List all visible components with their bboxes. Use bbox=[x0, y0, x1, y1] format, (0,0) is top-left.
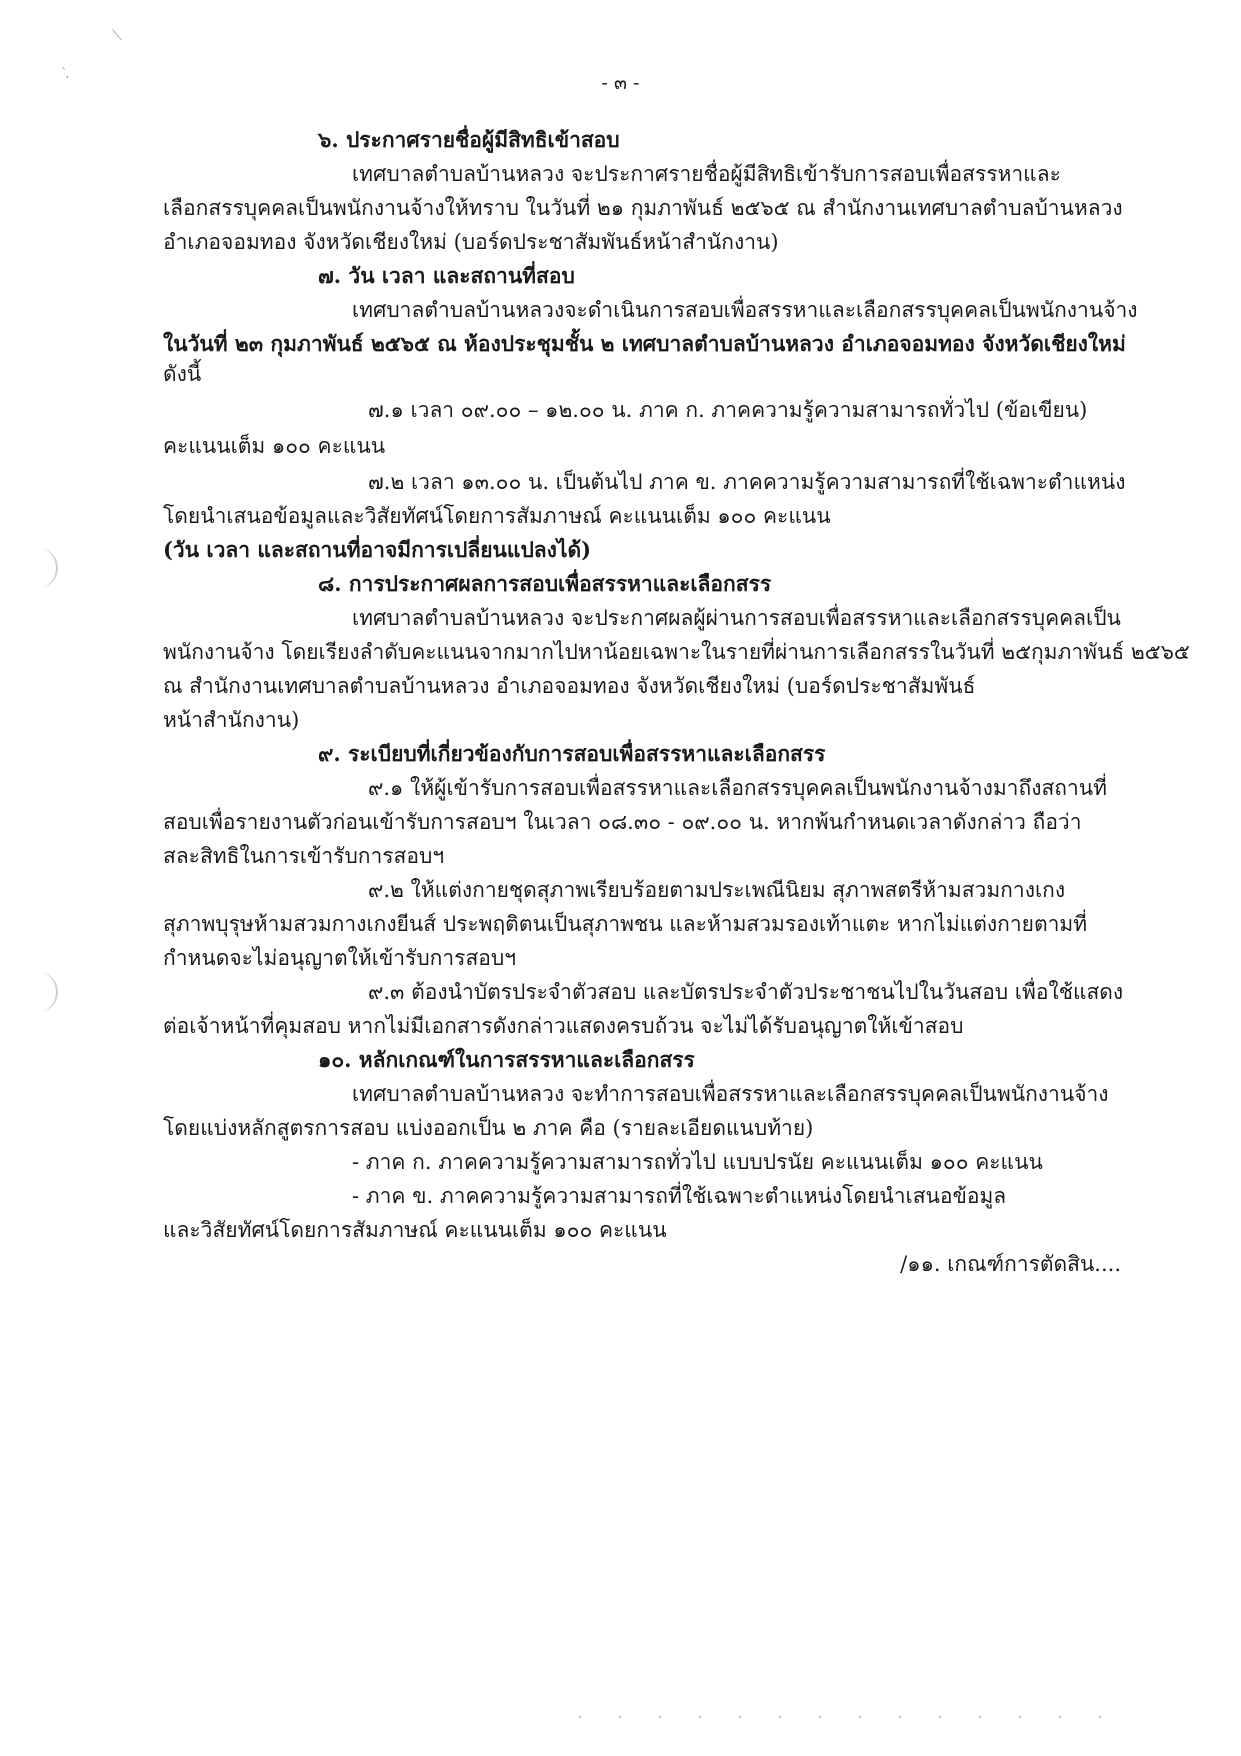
section-6-text: เทศบาลตำบลบ้านหลวง จะประกาศรายชื่อผู้มีสิทธิเข้ารับการสอบเพื่อสรรหาและ bbox=[352, 162, 1061, 186]
section-9-3-text: ๙.๓ ต้องนำบัตรประจำตัวสอบ และบัตรประจำตัวประชาชนไปในวันสอบ เพื่อใช้แสดง bbox=[368, 980, 1124, 1004]
section-10-part-a: - ภาค ก. ภาคความรู้ความสามารถทั่วไป แบบปรนัย คะแนนเต็ม ๑๐๐ คะแนน bbox=[352, 1150, 1043, 1174]
section-6-text: อำเภอจอมทอง จังหวัดเชียงใหม่ (บอร์ดประชาสัมพันธ์หน้าสำนักงาน) bbox=[163, 230, 779, 254]
section-7-2-text: โดยนำเสนอข้อมูลและวิสัยทัศน์โดยการสัมภาษณ์ คะแนนเต็ม ๑๐๐ คะแนน bbox=[163, 504, 831, 528]
scan-artifact: ⟍ bbox=[112, 28, 122, 44]
section-9-2-text: กำหนดจะไม่อนุญาตให้เข้ารับการสอบฯ bbox=[163, 946, 516, 970]
section-10-heading: ๑๐. หลักเกณฑ์ในการสรรหาและเลือกสรร bbox=[318, 1047, 695, 1072]
section-6-text: เลือกสรรบุคคลเป็นพนักงานจ้างให้ทราบ ในวันที่ ๒๑ กุมภาพันธ์ ๒๕๖๕ ณ สำนักงานเทศบาลตำบลบ้านหลวง bbox=[163, 196, 1123, 220]
page-number: - ๓ - bbox=[601, 72, 640, 94]
scan-artifact: ‵. bbox=[62, 66, 70, 82]
section-10-text: โดยแบ่งหลักสูตรการสอบ แบ่งออกเป็น ๒ ภาค คือ (รายละเอียดแนบท้าย) bbox=[163, 1116, 814, 1140]
section-7-text: เทศบาลตำบลบ้านหลวงจะดำเนินการสอบเพื่อสรรหาและเลือกสรรบุคคลเป็นพนักงานจ้าง bbox=[352, 298, 1138, 322]
section-7-heading: ๗. วัน เวลา และสถานที่สอบ bbox=[318, 263, 575, 288]
section-8-text: หน้าสำนักงาน) bbox=[163, 708, 300, 732]
section-10-text: เทศบาลตำบลบ้านหลวง จะทำการสอบเพื่อสรรหาและเลือกสรรบุคคลเป็นพนักงานจ้าง bbox=[352, 1082, 1109, 1106]
section-7-text: ดังนี้ bbox=[163, 362, 202, 386]
section-9-2-text: สุภาพบุรุษห้ามสวมกางเกงยีนส์ ประพฤติตนเป็นสุภาพชน และห้ามสวมรองเท้าแตะ หากไม่แต่งกายตามที่ bbox=[163, 912, 1088, 936]
schedule-change-note: (วัน เวลา และสถานที่อาจมีการเปลี่ยนแปลงได้) bbox=[163, 537, 592, 562]
section-7-2-text: ๗.๒ เวลา ๑๓.๐๐ น. เป็นต้นไป ภาค ข. ภาคความรู้ความสามารถที่ใช้เฉพาะตำแหน่ง bbox=[368, 470, 1126, 494]
scan-dot-artifact bbox=[560, 1716, 1120, 1718]
section-10-part-b: และวิสัยทัศน์โดยการสัมภาษณ์ คะแนนเต็ม ๑๐๐ คะแนน bbox=[163, 1218, 667, 1242]
section-8-text: ณ สำนักงานเทศบาลตำบลบ้านหลวง อำเภอจอมทอง จังหวัดเชียงใหม่ (บอร์ดประชาสัมพันธ์ bbox=[163, 674, 976, 698]
section-10-part-b: - ภาค ข. ภาคความรู้ความสามารถที่ใช้เฉพาะตำแหน่งโดยนำเสนอข้อมูล bbox=[352, 1184, 1007, 1208]
section-9-1-text: สละสิทธิในการเข้ารับการสอบฯ bbox=[163, 844, 445, 868]
section-6-heading: ๖. ประกาศรายชื่อผู้มีสิทธิเข้าสอบ bbox=[318, 127, 620, 152]
section-9-2-text: ๙.๒ ให้แต่งกายชุดสุภาพเรียบร้อยตามประเพณีนิยม สุภาพสตรีห้ามสวมกางเกง bbox=[368, 878, 1066, 902]
section-9-1-text: ๙.๑ ให้ผู้เข้ารับการสอบเพื่อสรรหาและเลือกสรรบุคคลเป็นพนักงานจ้างมาถึงสถานที่ bbox=[368, 776, 1107, 800]
continuation-note: /๑๑. เกณฑ์การตัดสิน.... bbox=[900, 1252, 1121, 1276]
section-7-text: ในวันที่ ๒๓ กุมภาพันธ์ ๒๕๖๕ ณ ห้องประชุมชั้น ๒ เทศบาลตำบลบ้านหลวง อำเภอจอมทอง จังหวัดเชียงใหม่ bbox=[163, 331, 1126, 356]
punch-hole-mark bbox=[34, 972, 58, 1012]
section-7-1-text: ๗.๑ เวลา ๐๙.๐๐ – ๑๒.๐๐ น. ภาค ก. ภาคความรู้ความสามารถทั่วไป (ข้อเขียน) bbox=[368, 398, 1088, 422]
section-9-3-text: ต่อเจ้าหน้าที่คุมสอบ หากไม่มีเอกสารดังกล่าวแสดงครบถ้วน จะไม่ได้รับอนุญาตให้เข้าสอบ bbox=[163, 1014, 964, 1038]
section-7-1-text: คะแนนเต็ม ๑๐๐ คะแนน bbox=[163, 434, 386, 458]
section-9-1-text: สอบเพื่อรายงานตัวก่อนเข้ารับการสอบฯ ในเวลา ๐๘.๓๐ - ๐๙.๐๐ น. หากพ้นกำหนดเวลาดังกล่าว ถือว่า bbox=[163, 810, 1082, 834]
punch-hole-mark bbox=[34, 548, 58, 588]
section-8-text: เทศบาลตำบลบ้านหลวง จะประกาศผลผู้ผ่านการสอบเพื่อสรรหาและเลือกสรรบุคคลเป็น bbox=[352, 606, 1121, 630]
section-8-heading: ๘. การประกาศผลการสอบเพื่อสรรหาและเลือกสรร bbox=[318, 571, 772, 596]
section-9-heading: ๙. ระเบียบที่เกี่ยวข้องกับการสอบเพื่อสรรหาและเลือกสรร bbox=[318, 741, 826, 766]
section-8-text: พนักงานจ้าง โดยเรียงลำดับคะแนนจากมากไปหาน้อยเฉพาะในรายที่ผ่านการเลือกสรรในวันที่ ๒๕กุมภาพันธ์ ๒๕๖๕ bbox=[163, 640, 1190, 664]
